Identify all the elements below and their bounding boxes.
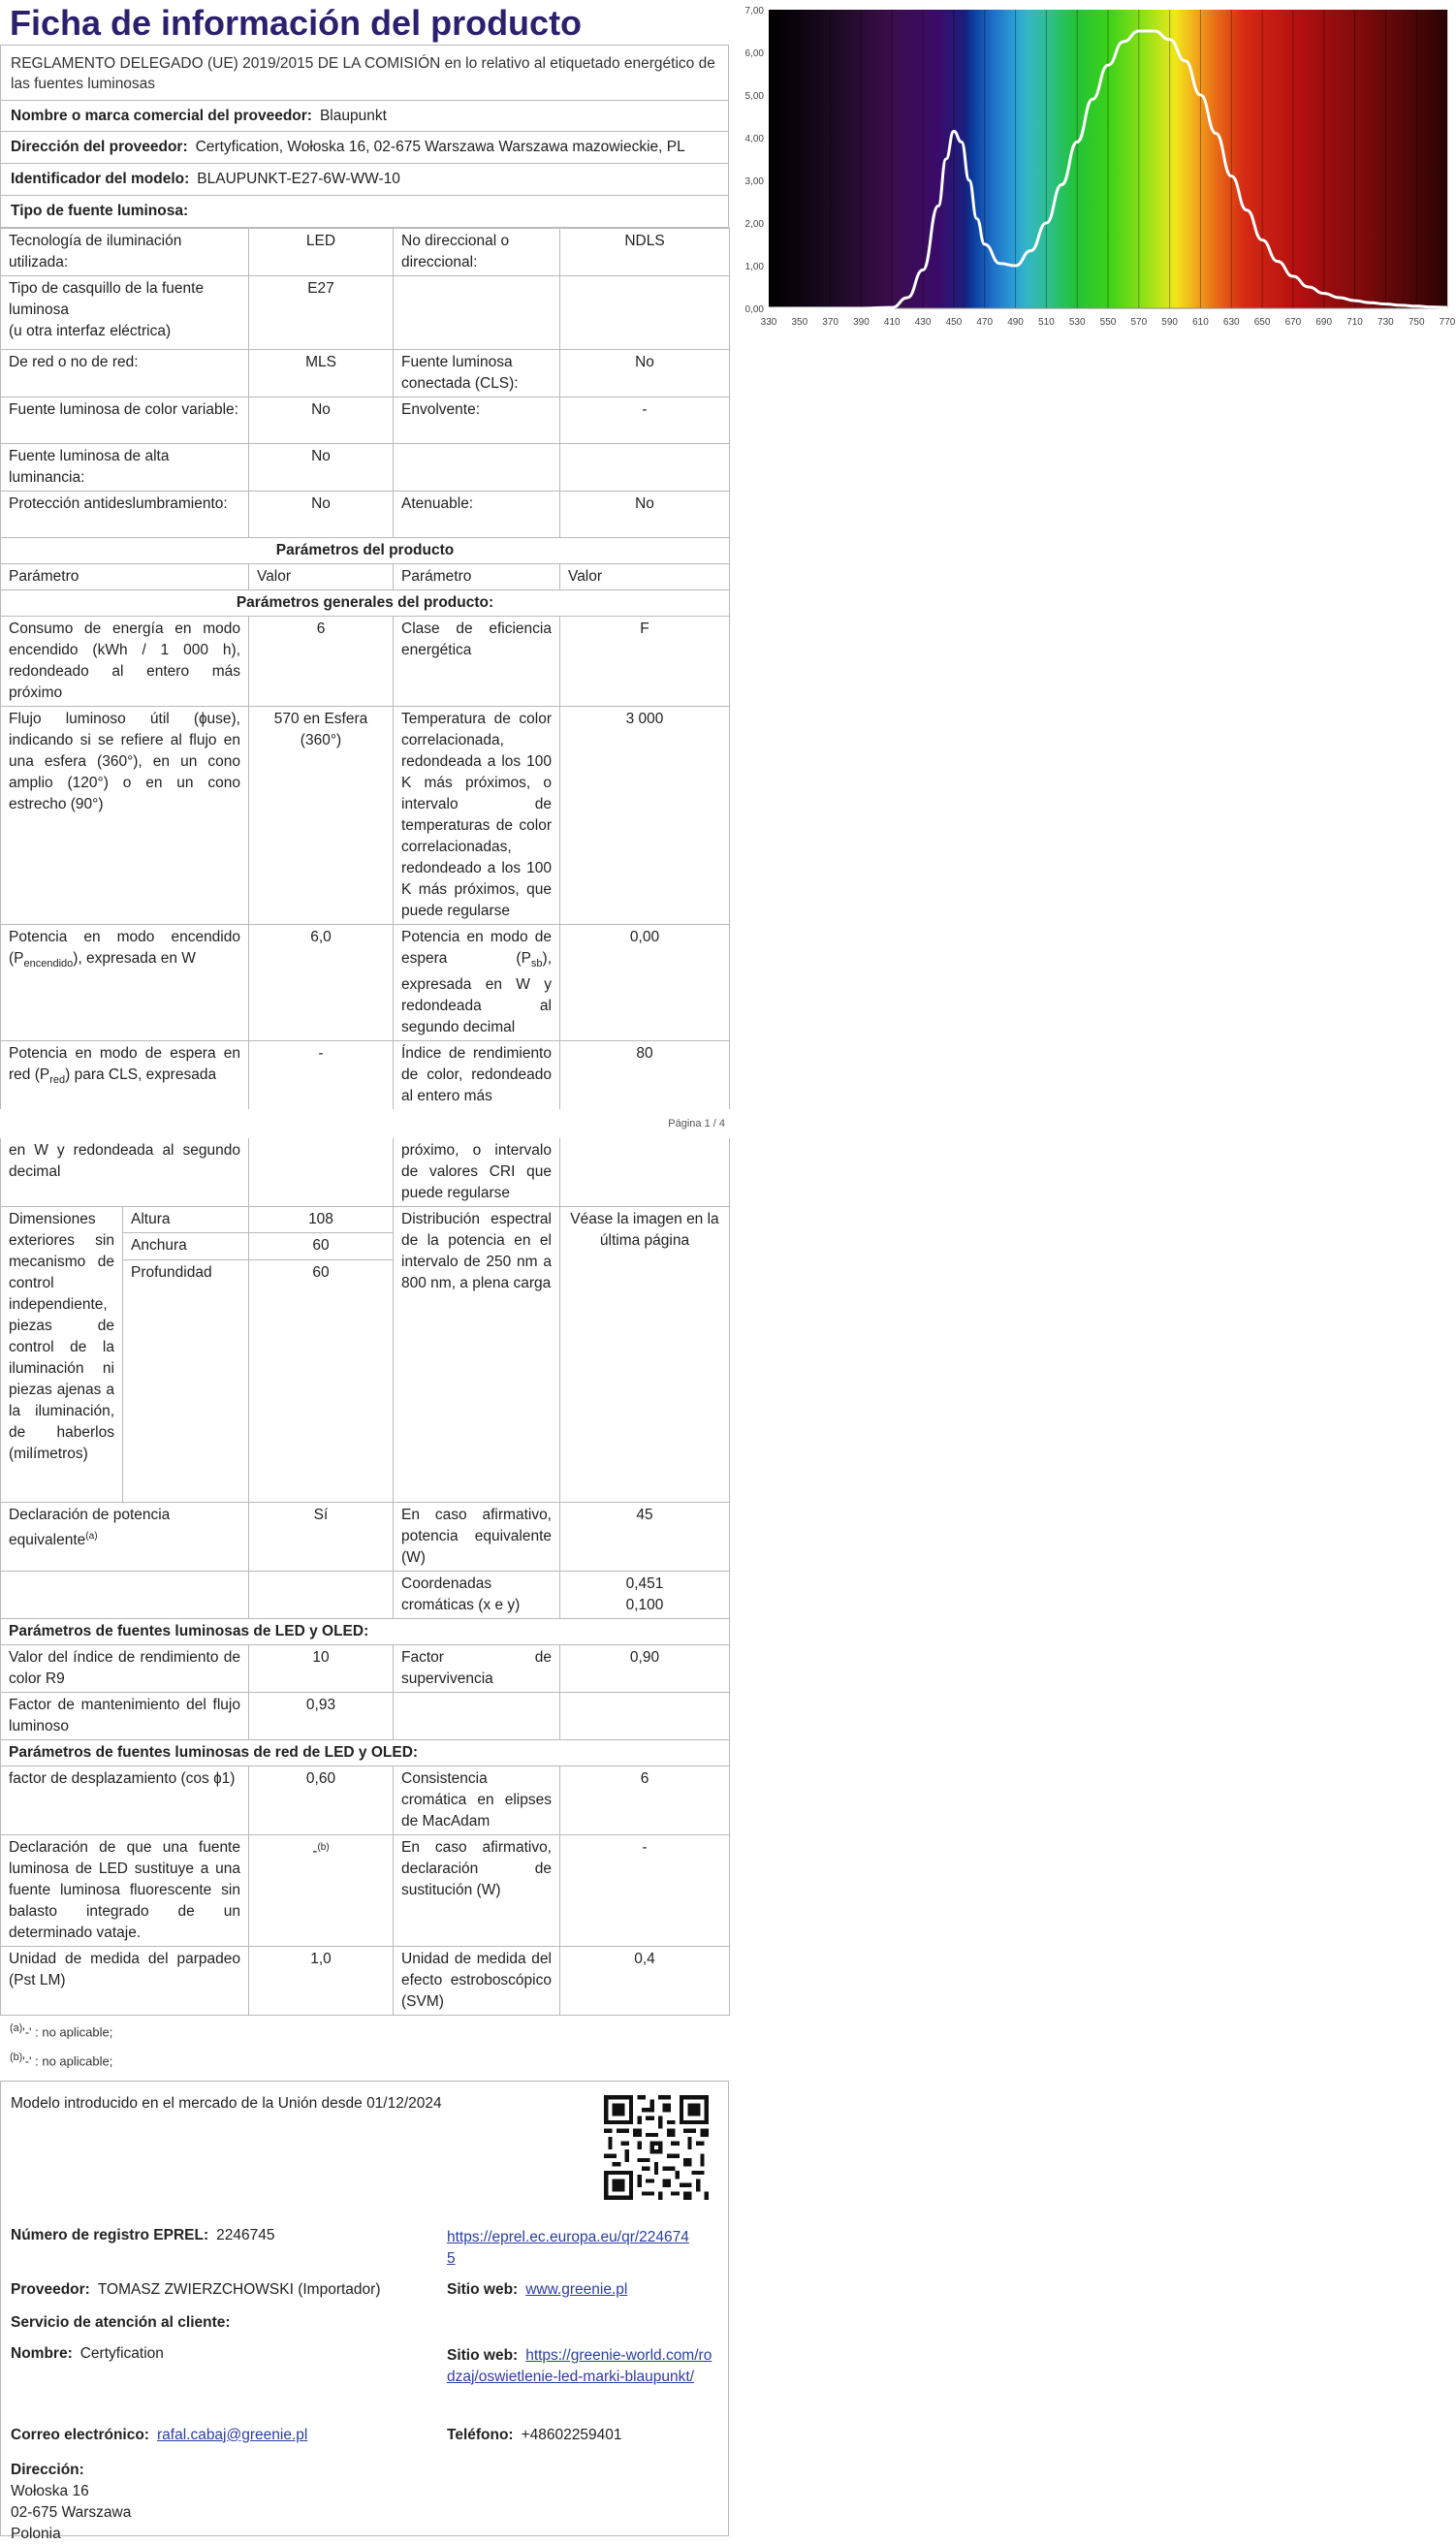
type-value-cell: MLS (249, 350, 394, 398)
r9-value: 10 (249, 1645, 394, 1693)
footnote-a (0, 2016, 729, 2045)
standby-power-value: 0,00 (560, 925, 730, 1041)
table-row (1, 1138, 730, 1207)
page-number: Página 1 / 4 (668, 1118, 725, 1130)
column-header-value: Valor (249, 564, 394, 590)
table-row (1, 1041, 730, 1110)
table-row (1, 1503, 730, 1572)
service-website-row (447, 2345, 718, 2388)
footnote-a-ref: (a) (85, 1531, 98, 1543)
on-mode-power-value: 6,0 (249, 925, 394, 1041)
address-block (11, 2460, 131, 2545)
service-website-label: Sitio web: (447, 2346, 519, 2364)
column-header-param: Parámetro (394, 564, 560, 590)
table-row (1, 492, 730, 538)
empty-cell (249, 1572, 394, 1619)
standby-power-label (394, 925, 560, 1041)
empty-cell (1, 1572, 249, 1619)
type-value-cell (560, 276, 730, 350)
type-value-cell: No (249, 444, 394, 492)
phone-number: +48602259401 (521, 2426, 622, 2443)
empty-cell (560, 1693, 730, 1740)
x-tick-label: 730 (1377, 317, 1394, 328)
x-tick-label: 570 (1130, 317, 1148, 328)
eprel-number: 2246745 (216, 2226, 275, 2243)
table-row (1, 1835, 730, 1947)
x-tick-label: 490 (1007, 317, 1024, 328)
table-row (1, 1947, 730, 2016)
address-line: Wołoska 16 (11, 2482, 89, 2499)
x-tick-label: 770 (1439, 317, 1456, 328)
regulation-text: REGLAMENTO DELEGADO (UE) 2019/2015 DE LA COMISIÓN en lo relativo al etiquetado energético de las fuentes luminosas (11, 55, 715, 92)
page-title: Ficha de información del producto (10, 3, 583, 43)
qr-code-icon[interactable] (604, 2095, 709, 2200)
table-row (1, 350, 730, 398)
retrofit-claim-text: - (312, 1843, 318, 1861)
type-label-cell: No direccional o direccional: (394, 229, 560, 276)
table-row (1, 229, 730, 276)
type-label-cell (394, 276, 560, 350)
column-header-value: Valor (560, 564, 730, 590)
networked-standby-label-cont: en W y redondeada al segundo decimal (1, 1138, 249, 1207)
equivalent-power-text: Declaración de potencia equivalente (9, 1507, 171, 1549)
general-params-heading: Parámetros generales del producto: (1, 590, 730, 617)
dimensions-label: Dimensiones exteriores sin mecanismo de control independiente, piezas de control de la iluminación ni piezas ajenas a la iluminación, de haberlos (milímetros) (1, 1207, 123, 1503)
x-tick-label: 410 (883, 317, 901, 328)
retrofit-watt-value: - (560, 1835, 730, 1947)
x-tick-label: 510 (1038, 317, 1055, 328)
standby-power-sub: sb (530, 958, 543, 970)
type-label-cell: Envolvente: (394, 398, 560, 444)
type-label-cell: Fuente luminosa de color variable: (1, 398, 249, 444)
y-tick-label: 0,00 (744, 304, 764, 315)
spectral-distribution-chart (737, 0, 1456, 334)
color-temperature-value: 3 000 (560, 707, 730, 925)
provider-website-link[interactable]: www.greenie.pl (525, 2280, 628, 2298)
supplier-name-row (0, 100, 729, 132)
supplier-address-label: Dirección del proveedor: (11, 139, 188, 155)
x-tick-label: 430 (914, 317, 932, 328)
displacement-factor-value: 0,60 (249, 1766, 394, 1835)
table-row (1, 617, 730, 707)
y-tick-label: 2,00 (744, 219, 764, 230)
height-value: 108 (249, 1207, 394, 1233)
width-label: Anchura (123, 1233, 249, 1259)
on-mode-power-label (1, 925, 249, 1041)
cap-type-note: (u otra interfaz eléctrica) (9, 323, 172, 339)
table-row (1, 1207, 730, 1233)
supplier-name-label: Nombre o marca comercial del proveedor: (11, 107, 312, 124)
type-label-cell: Fuente luminosa de alta luminancia: (1, 444, 249, 492)
type-value-cell: No (249, 398, 394, 444)
x-tick-label: 610 (1192, 317, 1209, 328)
type-value-cell: No (560, 492, 730, 538)
source-type-table (0, 228, 730, 1109)
networked-standby-sub: red (49, 1074, 66, 1087)
provider-website-row (447, 2281, 627, 2299)
chromaticity-value (560, 1572, 730, 1619)
email-row (11, 2427, 307, 2444)
market-introduction: Modelo introducido en el mercado de la Unión desde 01/12/2024 (11, 2094, 442, 2112)
customer-service-row (11, 2314, 238, 2332)
type-value-cell: NDLS (560, 229, 730, 276)
empty-cell (560, 1138, 730, 1207)
standby-power-text-end: ), expresada en W y redondeada al segundo decimal (401, 950, 552, 1036)
table-row (1, 1572, 730, 1619)
service-website-link[interactable]: https://greenie-world.com/rodzaj/oswietlenie-led-marki-blaupunkt/ (447, 2346, 712, 2385)
networked-standby-text-end: ) para CLS, expresada (65, 1066, 217, 1084)
provider-row (11, 2281, 381, 2299)
table-header-row (1, 564, 730, 590)
y-tick-label: 6,00 (744, 48, 764, 59)
cap-type-label: Tipo de casquillo de la fuente luminosa (9, 280, 205, 318)
x-tick-label: 450 (945, 317, 963, 328)
type-value-cell: - (560, 398, 730, 444)
cri-label: Índice de rendimiento de color, redondeado al entero más (394, 1041, 560, 1110)
stroboscopic-label: Unidad de medida del efecto estroboscópico (SVM) (394, 1947, 560, 2016)
flicker-value: 1,0 (249, 1947, 394, 2016)
table-row (1, 707, 730, 925)
x-tick-label: 470 (976, 317, 994, 328)
model-label: Identificador del modelo: (11, 171, 190, 187)
footnote-b (0, 2045, 729, 2074)
type-value-cell (560, 444, 730, 492)
y-tick-label: 5,00 (744, 91, 764, 102)
table-row (1, 1645, 730, 1693)
equivalent-watt-value: 45 (560, 1503, 730, 1572)
width-value: 60 (249, 1233, 394, 1259)
table-row (1, 538, 730, 564)
product-params-heading: Parámetros del producto (1, 538, 730, 564)
eprel-row (11, 2227, 274, 2244)
regulation-box (0, 45, 729, 100)
phone-row (447, 2427, 621, 2444)
type-label-cell: Tecnología de iluminación utilizada: (1, 229, 249, 276)
x-tick-label: 350 (791, 317, 808, 328)
maintenance-factor-value: 0,93 (249, 1693, 394, 1740)
x-tick-label: 370 (822, 317, 839, 328)
address-label: Dirección: (11, 2461, 84, 2478)
flicker-label: Unidad de medida del parpadeo (Pst LM) (1, 1947, 249, 2016)
efficiency-class-value: F (560, 617, 730, 707)
survival-factor-label: Factor de supervivencia (394, 1645, 560, 1693)
table-row (1, 1740, 730, 1766)
luminous-flux-label: Flujo luminoso útil (ɸuse), indicando si se refiere al flujo en una esfera (360°), en un cono amplio (120°) o en un cono estrecho (90°) (1, 707, 249, 925)
source-type-label: Tipo de fuente luminosa: (11, 203, 189, 219)
customer-service-label: Servicio de atención al cliente: (11, 2313, 231, 2331)
supplier-address-row (0, 132, 729, 164)
table-row (1, 925, 730, 1041)
stroboscopic-value: 0,4 (560, 1947, 730, 2016)
on-mode-power-text: Potencia en modo encendido (P (9, 929, 240, 967)
r9-label: Valor del índice de rendimiento de color R9 (1, 1645, 249, 1693)
chromaticity-x: 0,451 (625, 1575, 664, 1593)
survival-factor-value: 0,90 (560, 1645, 730, 1693)
networked-standby-value: - (249, 1041, 394, 1110)
email-label: Correo electrónico: (11, 2426, 149, 2443)
table-row (1, 444, 730, 492)
type-label-cell (394, 444, 560, 492)
table-row (1, 1693, 730, 1740)
cri-value: 80 (560, 1041, 730, 1110)
service-name-row (11, 2345, 164, 2363)
x-tick-label: 330 (760, 317, 777, 328)
x-tick-label: 710 (1346, 317, 1363, 328)
eprel-label: Número de registro EPREL: (11, 2226, 209, 2243)
x-tick-label: 590 (1161, 317, 1178, 328)
table-row (1, 590, 730, 617)
empty-cell (249, 1138, 394, 1207)
macadam-label: Consistencia cromática en elipses de MacAdam (394, 1766, 560, 1835)
chromaticity-y: 0,100 (625, 1597, 664, 1614)
color-temperature-label: Temperatura de color correlacionada, redondeada a los 100 K más próximos, o intervalo de temperaturas de color correlacionadas, redondeado a los 100 K más próximos, que puede regularse (394, 707, 560, 925)
model-row (0, 164, 729, 196)
contact-section (0, 2081, 729, 2542)
equivalent-power-value: Sí (249, 1503, 394, 1572)
depth-value: 60 (249, 1259, 394, 1502)
macadam-value: 6 (560, 1766, 730, 1835)
table-row (1, 398, 730, 444)
retrofit-watt-label: En caso afirmativo, declaración de sustitución (W) (394, 1835, 560, 1947)
retrofit-claim-value (249, 1835, 394, 1947)
model-id: BLAUPUNKT-E27-6W-WW-10 (197, 171, 400, 187)
service-name: Certyfication (79, 2344, 164, 2362)
y-tick-label: 7,00 (744, 6, 764, 16)
x-tick-label: 630 (1222, 317, 1240, 328)
phone-label: Teléfono: (447, 2426, 514, 2443)
retrofit-claim-label: Declaración de que una fuente luminosa de LED sustituye a una fuente luminosa fluorescente sin balasto integrado de un determinado vataje. (1, 1835, 249, 1947)
footnote-a-mark: (a) (10, 2022, 23, 2035)
type-label-cell: Fuente luminosa conectada (CLS): (394, 350, 560, 398)
footnote-b-text: '-' : no aplicable; (22, 2053, 113, 2069)
efficiency-class-label: Clase de eficiencia energética (394, 617, 560, 707)
type-value-cell: No (560, 350, 730, 398)
provider-label: Proveedor: (11, 2280, 90, 2298)
column-header-param: Parámetro (1, 564, 249, 590)
y-tick-label: 1,00 (744, 262, 764, 272)
x-tick-label: 530 (1068, 317, 1086, 328)
on-mode-power-text-end: ), expresada en W (73, 950, 196, 967)
x-tick-label: 690 (1315, 317, 1333, 328)
networked-standby-label (1, 1041, 249, 1110)
type-label-cell (1, 276, 249, 350)
type-value-cell: E27 (249, 276, 394, 350)
type-label-cell: De red o no de red: (1, 350, 249, 398)
spectral-distribution-label: Distribución espectral de la potencia en el intervalo de 250 nm a 800 nm, a plena carga (394, 1207, 560, 1503)
provider-name: TOMASZ ZWIERZCHOWSKI (Importador) (97, 2280, 381, 2298)
chromaticity-label: Coordenadas cromáticas (x e y) (394, 1572, 560, 1619)
displacement-factor-label: factor de desplazamiento (cos ɸ1) (1, 1766, 249, 1835)
depth-label: Profundidad (123, 1259, 249, 1502)
luminous-flux-value: 570 en Esfera (360°) (249, 707, 394, 925)
x-tick-label: 750 (1408, 317, 1425, 328)
energy-consumption-label: Consumo de energía en modo encendido (kWh / 1 000 h), redondeado al entero más próximo (1, 617, 249, 707)
product-params-table-continued (0, 1138, 730, 2016)
energy-consumption-value: 6 (249, 617, 394, 707)
footnote-a-text: '-' : no aplicable; (22, 2024, 113, 2040)
x-tick-label: 650 (1253, 317, 1271, 328)
led-params-heading: Parámetros de fuentes luminosas de LED y OLED: (1, 1619, 730, 1645)
type-label-cell: Atenuable: (394, 492, 560, 538)
type-label-cell: Protección antideslumbramiento: (1, 492, 249, 538)
address-line: 02-675 Warszawa (11, 2503, 132, 2521)
maintenance-factor-label: Factor de mantenimiento del flujo luminoso (1, 1693, 249, 1740)
cri-label-cont: próximo, o intervalo de valores CRI que puede regularse (394, 1138, 560, 1207)
x-tick-label: 670 (1284, 317, 1302, 328)
type-value-cell: LED (249, 229, 394, 276)
height-label: Altura (123, 1207, 249, 1233)
x-tick-label: 390 (853, 317, 870, 328)
supplier-name: Blaupunkt (319, 107, 387, 124)
provider-website-label: Sitio web: (447, 2280, 519, 2298)
footnote-b-ref: (b) (317, 1842, 330, 1854)
standby-power-text: Potencia en modo de espera (P (401, 929, 552, 967)
eprel-link[interactable]: https://eprel.ec.europa.eu/qr/2246745 (447, 2228, 689, 2267)
service-name-label: Nombre: (11, 2344, 73, 2362)
equivalent-watt-label: En caso afirmativo, potencia equivalente (W) (394, 1503, 560, 1572)
x-tick-label: 550 (1099, 317, 1117, 328)
y-tick-label: 4,00 (744, 134, 764, 144)
table-row (1, 1766, 730, 1835)
supplier-address: Certyfication, Wołoska 16, 02-675 Warszawa Warszawa mazowieckie, PL (195, 139, 685, 155)
networked-standby-text: Potencia en modo de espera en red (P (9, 1045, 240, 1084)
table-row (1, 276, 730, 350)
address-line: Polonia (11, 2525, 61, 2542)
table-row (1, 1619, 730, 1645)
on-mode-power-sub: encendido (23, 958, 74, 970)
footnote-b-mark: (b) (10, 2052, 23, 2064)
mains-led-params-heading: Parámetros de fuentes luminosas de red de LED y OLED: (1, 1740, 730, 1766)
equivalent-power-label (1, 1503, 249, 1572)
email-link[interactable]: rafal.cabaj@greenie.pl (156, 2426, 308, 2443)
spectral-distribution-value: Véase la imagen en la última página (560, 1207, 730, 1503)
type-value-cell: No (249, 492, 394, 538)
source-type-row (0, 196, 729, 228)
empty-cell (394, 1693, 560, 1740)
y-tick-label: 3,00 (744, 176, 764, 187)
